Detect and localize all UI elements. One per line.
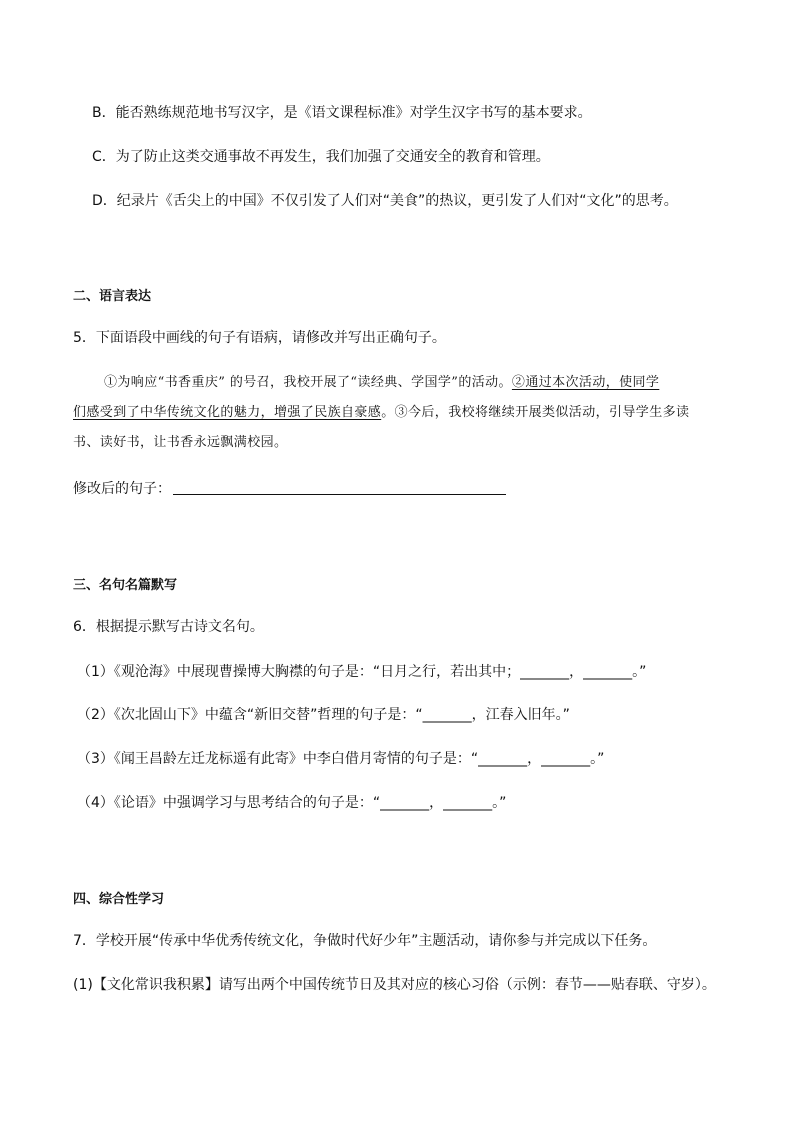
dictation-item-2: （2）《次北固山下》中蕴含“新旧交替”哲理的句子是：“_______，江春入旧年。” [77, 707, 570, 723]
passage-line-2-text: 。③今后，我校将继续开展类似活动，引导学生多读 [381, 405, 690, 420]
dictation-item-4: （4）《论语》中强调学习与思考结合的句子是：“_______，_______。” [77, 795, 507, 811]
passage-line-2 [73, 403, 689, 423]
dictation-item-3: （3）《闻王昌龄左迁龙标遥有此寄》中李白借月寄情的句子是：“_______，_______。” [77, 751, 605, 767]
question-5: 5．下面语段中画线的句子有语病，请修改并写出正确句子。 [73, 330, 446, 346]
option-d: D．纪录片《舌尖上的中国》不仅引发了人们对“美食”的热议，更引发了人们对“文化”的思考。 [92, 193, 678, 209]
underlined-sentence-part-1: ②通过本次活动，使同学 [511, 375, 660, 390]
underlined-sentence-part-2: 们感受到了中华传统文化的魅力，增强了民族自豪感 [73, 405, 382, 420]
option-b: B．能否熟练规范地书写汉字，是《语文课程标准》对学生汉字书写的基本要求。 [92, 105, 592, 121]
option-c: C．为了防止这类交通事故不再发生，我们加强了交通安全的教育和管理。 [92, 149, 550, 165]
passage-line-1-text: ①为响应“书香重庆” 的号召，我校开展了“读经典、学国学”的活动。 [104, 375, 512, 390]
dictation-item-1: （1）《观沧海》中展现曹操博大胸襟的句子是：“日月之行，若出其中；_______，_______。” [77, 664, 647, 680]
answer-blank-line[interactable] [173, 494, 506, 495]
task-1: (1)【文化常识我积累】请写出两个中国传统节日及其对应的核心习俗（示例：春节——贴春联、守岁）。 [73, 977, 716, 993]
section-heading-dictation: 三、名句名篇默写 [73, 578, 178, 593]
answer-label: 修改后的句子： [73, 481, 171, 497]
section-heading-comprehensive-learning: 四、综合性学习 [73, 892, 165, 907]
question-7: 7．学校开展“传承中华优秀传统文化，争做时代好少年”主题活动，请你参与并完成以下任务。 [73, 933, 657, 949]
section-heading-language-expression: 二、语言表达 [73, 289, 152, 304]
question-6: 6．根据提示默写古诗文名句。 [73, 619, 264, 635]
passage-line-1 [104, 373, 659, 393]
passage-line-3: 书、读好书，让书香永远飘满校园。 [73, 435, 288, 450]
